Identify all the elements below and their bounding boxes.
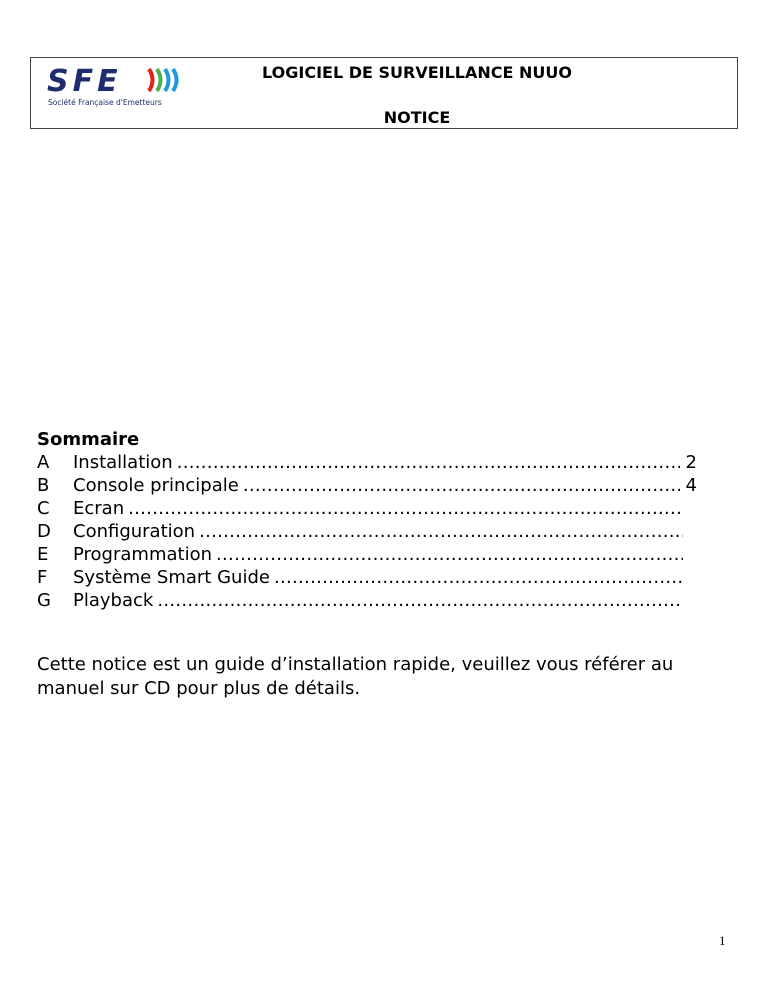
toc-entry-console-principale[interactable] (37, 474, 697, 497)
toc-dot-leader (177, 451, 680, 474)
toc-entry-letter: C (37, 498, 50, 519)
logo-letters: SFE (47, 64, 122, 99)
toc-entry-title: Système Smart Guide (73, 567, 270, 588)
toc-entry-page: 2 (685, 452, 697, 473)
document-header (30, 57, 738, 129)
toc-dot-leader (216, 543, 683, 566)
toc-entry-title: Playback (73, 590, 154, 611)
toc-entry-configuration[interactable] (37, 520, 697, 543)
toc-entry-title: Installation (73, 452, 173, 473)
toc-entry-smart-guide[interactable] (37, 566, 697, 589)
toc-entry-letter: E (37, 544, 49, 565)
toc-dot-leader (157, 589, 683, 612)
toc-entry-playback[interactable] (37, 589, 697, 612)
sfe-logo-graphic (45, 61, 195, 109)
toc-dot-leader (199, 520, 683, 543)
toc-entry-letter: A (37, 452, 50, 473)
toc-entry-letter: B (37, 475, 50, 496)
toc-entry-letter: G (37, 590, 51, 611)
logo-subtitle: Société Française d'Emetteurs (48, 98, 162, 107)
toc-entry-title: Configuration (73, 521, 196, 542)
toc-entry-title: Console principale (73, 475, 239, 496)
toc-entry-letter: F (37, 567, 48, 588)
toc-dot-leader (128, 497, 683, 520)
toc-entry-title: Programmation (73, 544, 212, 565)
toc-entry-letter: D (37, 521, 51, 542)
table-of-contents (37, 428, 697, 612)
page-number: 1 (719, 933, 726, 948)
document-subtitle: NOTICE (383, 108, 451, 127)
signal-waves-icon (149, 69, 177, 91)
toc-entry-title: Ecran (73, 498, 125, 519)
toc-entry-programmation[interactable] (37, 543, 697, 566)
intro-paragraph: Cette notice est un guide d’installation rapide, veuillez vous référer au manuel sur CD pour plus de détails. (37, 654, 674, 699)
sfe-logo (45, 61, 195, 109)
toc-dot-leader (243, 474, 680, 497)
toc-entry-page: 4 (685, 475, 697, 496)
toc-heading: Sommaire (37, 429, 140, 450)
toc-dot-leader (274, 566, 683, 589)
toc-entry-installation[interactable] (37, 451, 697, 474)
toc-entry-ecran[interactable] (37, 497, 697, 520)
toc-list (37, 451, 697, 612)
document-title: LOGICIEL DE SURVEILLANCE NUUO (262, 63, 572, 82)
